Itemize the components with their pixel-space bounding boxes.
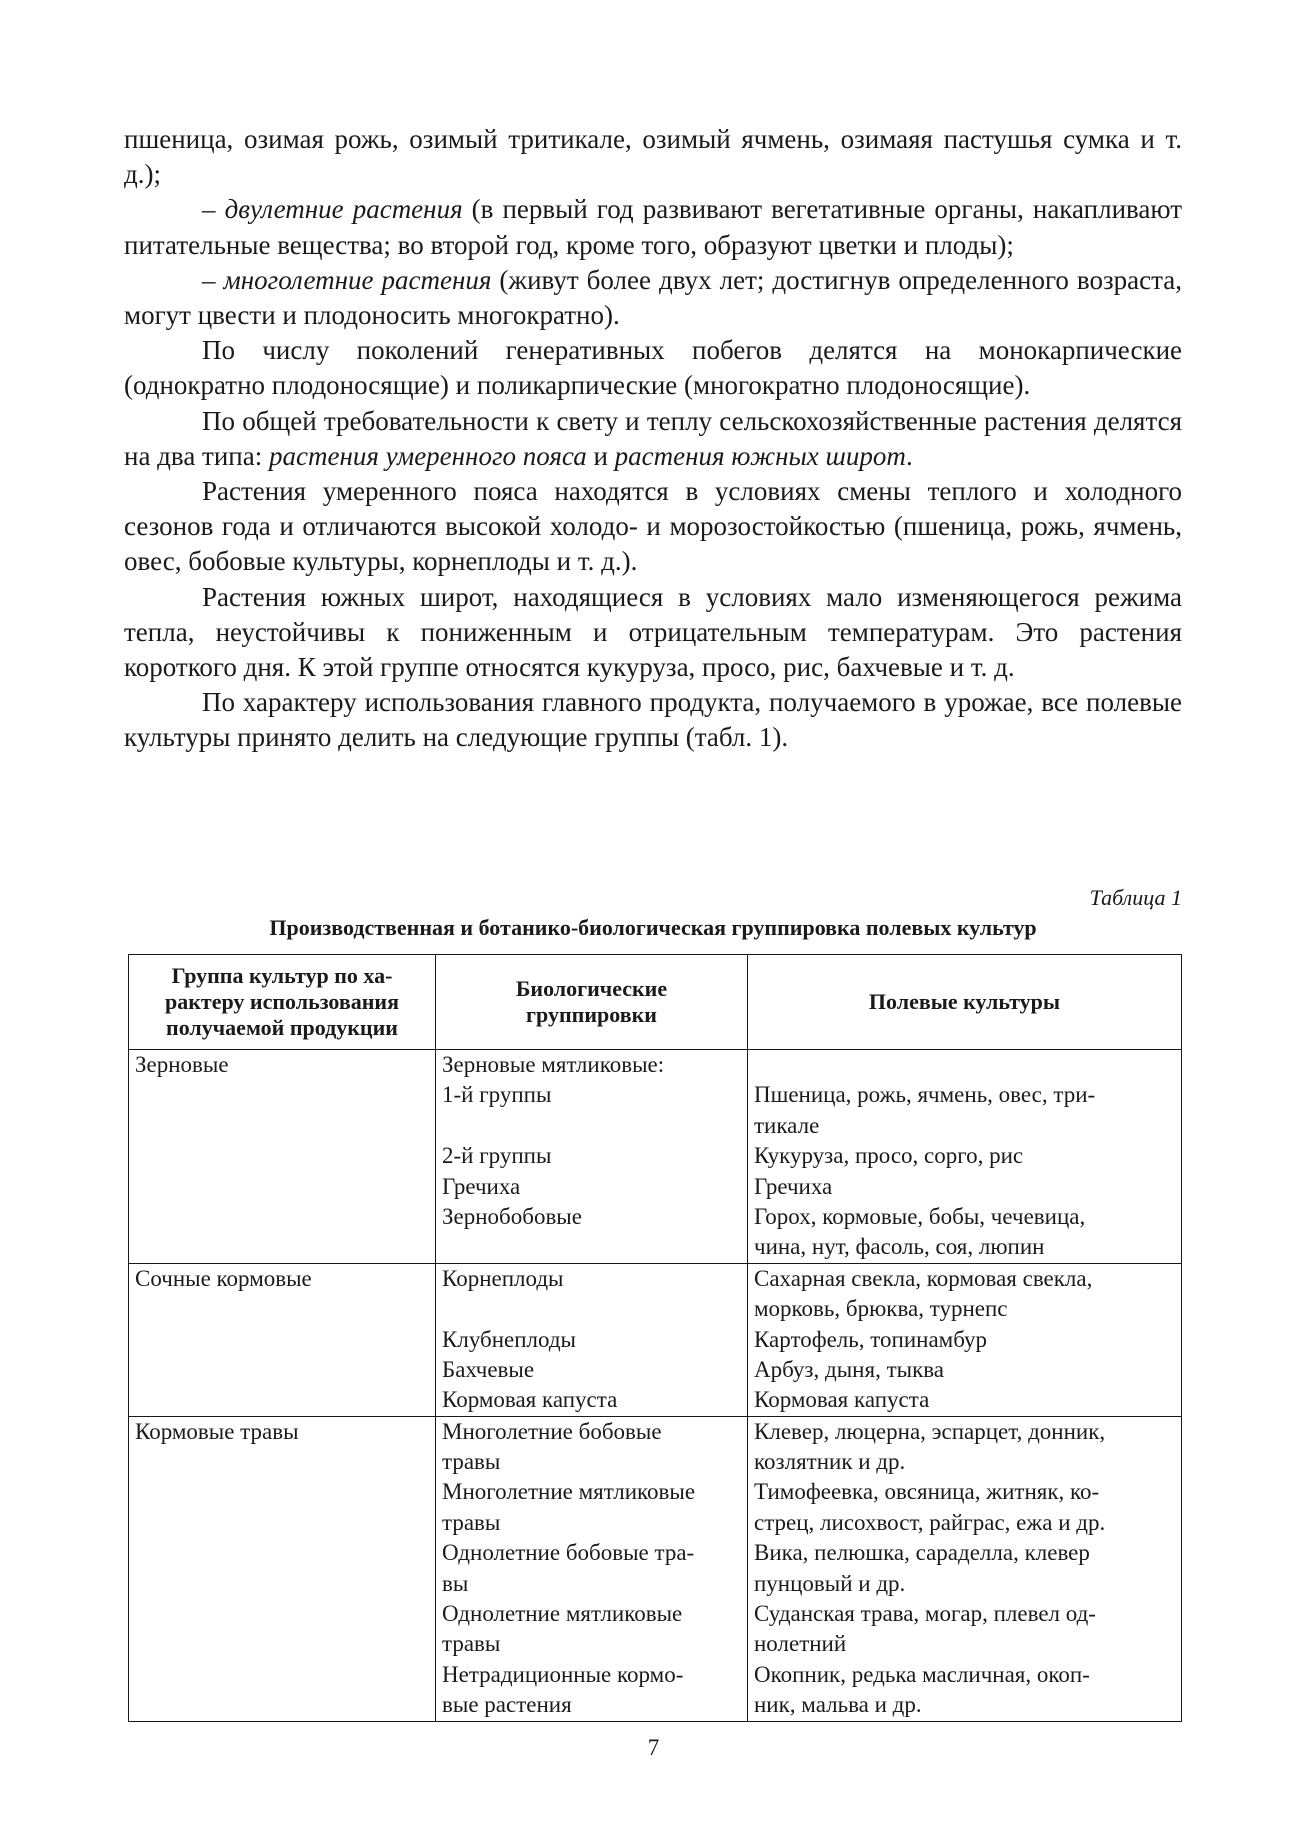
cell-line (442, 1294, 741, 1324)
term-temperate: растения умеренного пояса (268, 440, 587, 471)
cell-line: Однолетние мятликовые (442, 1601, 683, 1627)
body-text (124, 122, 1182, 756)
header-field-crops (748, 955, 1182, 1050)
cell-bio (436, 1050, 748, 1264)
paragraph-6: Растения умеренного пояса находятся в условиях смены теплого и холодного сезонов года и отличаются высокой холодо- и морозостойкостью (пшеница, рожь, ячмень, овес, бобовые культуры, корнеплоды и т. д.). (124, 476, 1182, 577)
table-header-row (129, 955, 1182, 1050)
cell-line: Зерновые мятликовые: (442, 1052, 665, 1077)
paragraph-1: пшеница, озимая рожь, озимый тритикале, озимый ячмень, озимаяя пастушья сумка и т. д.); (124, 124, 1182, 190)
cell-line: 1-й группы (442, 1082, 552, 1108)
cell-group (129, 1263, 436, 1416)
cell-line: травы (442, 1631, 501, 1657)
header-line: Группа культур по ха- (171, 963, 393, 988)
cell-line: Окопник, редька масличная, окоп- (754, 1661, 1090, 1687)
cell-line: чина, нут, фасоль, соя, люпин (754, 1234, 1045, 1260)
table-row-grain (129, 1050, 1182, 1264)
paragraph-2 (124, 192, 1182, 262)
cell-line: вы (442, 1570, 469, 1596)
cell-line: Бахчевые (442, 1356, 535, 1382)
table-row-forage-grasses (129, 1416, 1182, 1721)
cell-line (442, 1232, 741, 1262)
cell-line: Кормовая капуста (442, 1387, 618, 1413)
paragraph-7: Растения южных широт, находящиеся в условиях мало изменяющегося режима тепла, неустойчивы к пониженным и отрицательным температурам. Это растения короткого дня. К этой группе относятся кукуруза, просо, рис, бахчевые и т. д. (124, 581, 1182, 683)
paragraph-3 (124, 263, 1182, 333)
cell-line: Пшеница, рожь, ячмень, овес, три- (754, 1082, 1096, 1108)
header-biological-group (436, 955, 748, 1050)
page-number: 7 (647, 1735, 660, 1760)
term-perennial: многолетние растения (223, 264, 492, 295)
cell-line: Картофель, топинамбур (754, 1326, 988, 1352)
cell-line: Суданская трава, могар, плевел од- (754, 1601, 1096, 1627)
cell-line: ник, мальва и др. (754, 1692, 922, 1718)
cell-line (754, 1050, 1175, 1080)
paragraph-5-mid: и (586, 440, 615, 471)
header-crop-group (129, 955, 436, 1050)
header-line: группировки (526, 1002, 657, 1027)
term-biennial: двулетние растения (224, 194, 463, 225)
header-line: рактеру использования (164, 989, 400, 1014)
cell-line: Кормовые травы (135, 1418, 299, 1444)
cell-line: Арбуз, дыня, тыква (754, 1356, 945, 1382)
cell-line: Клевер, люцерна, эспарцет, донник, (754, 1418, 1106, 1444)
header-line: Полевые культуры (868, 989, 1061, 1014)
cell-line: пунцовый и др. (754, 1570, 906, 1596)
cell-line: Сахарная свекла, кормовая свекла, (754, 1265, 1093, 1291)
paragraph-4: По числу поколений генеративных побегов делятся на монокарпические (однократно плодоносящие) и поликарпические (многократно плодоносящие). (124, 335, 1182, 401)
cell-line: Кормовая капуста (754, 1387, 930, 1413)
cell-line: Многолетние мятликовые (442, 1479, 696, 1505)
cell-line: Клубнеплоды (442, 1326, 577, 1352)
paragraph-2-rest: (в первый год развивают вегетативные органы, накапливают питательные вещества; во второй год, кроме того, образуют цветки и плоды); (124, 194, 1183, 260)
cell-line: Тимофеевка, овсяница, житняк, ко- (754, 1479, 1100, 1505)
cell-bio (436, 1416, 748, 1721)
paragraph-3-rest: (живут более двух лет; достигнув определенного возраста, могут цвести и плодоносить многократно). (124, 264, 1182, 331)
cell-line: 2-й группы (442, 1143, 552, 1169)
cell-group (129, 1050, 436, 1264)
cell-bio (436, 1263, 748, 1416)
cell-line: Зерновые (135, 1052, 229, 1077)
header-line: Биологические (515, 976, 668, 1001)
cell-line: травы (442, 1509, 501, 1535)
dash: – (202, 264, 224, 295)
cell-line: Корнеплоды (442, 1265, 564, 1291)
crop-grouping-table (128, 954, 1182, 1722)
dash: – (202, 194, 225, 225)
cell-line: Нетрадиционные кормо- (442, 1661, 684, 1687)
cell-line: травы (442, 1449, 501, 1475)
cell-line: тикале (754, 1112, 820, 1138)
cell-line (442, 1111, 741, 1141)
cell-crops (748, 1416, 1182, 1721)
paragraph-5 (124, 404, 1182, 474)
table-row-succulent-feed (129, 1263, 1182, 1416)
cell-line: Кукуруза, просо, сорго, рис (754, 1143, 1024, 1169)
cell-line: Однолетние бобовые тра- (442, 1540, 695, 1566)
term-southern: растения южных широт (614, 440, 906, 471)
paragraph-8: По характеру использования главного продукта, получаемого в урожае, все полевые культуры принято делить на следующие группы (табл. 1). (124, 687, 1182, 753)
cell-line: Гречиха (754, 1173, 833, 1199)
cell-line: морковь, брюква, турнепс (754, 1296, 1008, 1322)
cell-line: вые растения (442, 1692, 572, 1718)
cell-line: Сочные кормовые (135, 1265, 312, 1291)
paragraph-5-start: По общей требовательности к свету и теплу сельскохозяйственные растения делятся на два типа: (124, 405, 1182, 471)
cell-line: Вика, пелюшка, сараделла, клевер (754, 1540, 1090, 1566)
paragraph-5-end: . (905, 440, 913, 471)
cell-line: Многолетние бобовые (442, 1418, 662, 1444)
cell-crops (748, 1050, 1182, 1264)
table-label: Таблица 1 (1089, 885, 1182, 910)
cell-line: Зернобобовые (442, 1203, 582, 1229)
cell-crops (748, 1263, 1182, 1416)
cell-line: стрец, лисохвост, райграс, ежа и др. (754, 1509, 1106, 1535)
cell-group (129, 1416, 436, 1721)
cell-line: Горох, кормовые, бобы, чечевица, (754, 1203, 1086, 1229)
table-title: Производственная и ботанико-биологическая группировка полевых культур (269, 915, 1037, 940)
cell-line: козлятник и др. (754, 1449, 906, 1475)
header-line: получаемой продукции (166, 1015, 398, 1040)
cell-line: Гречиха (442, 1173, 521, 1199)
cell-line: нолетний (754, 1631, 847, 1657)
